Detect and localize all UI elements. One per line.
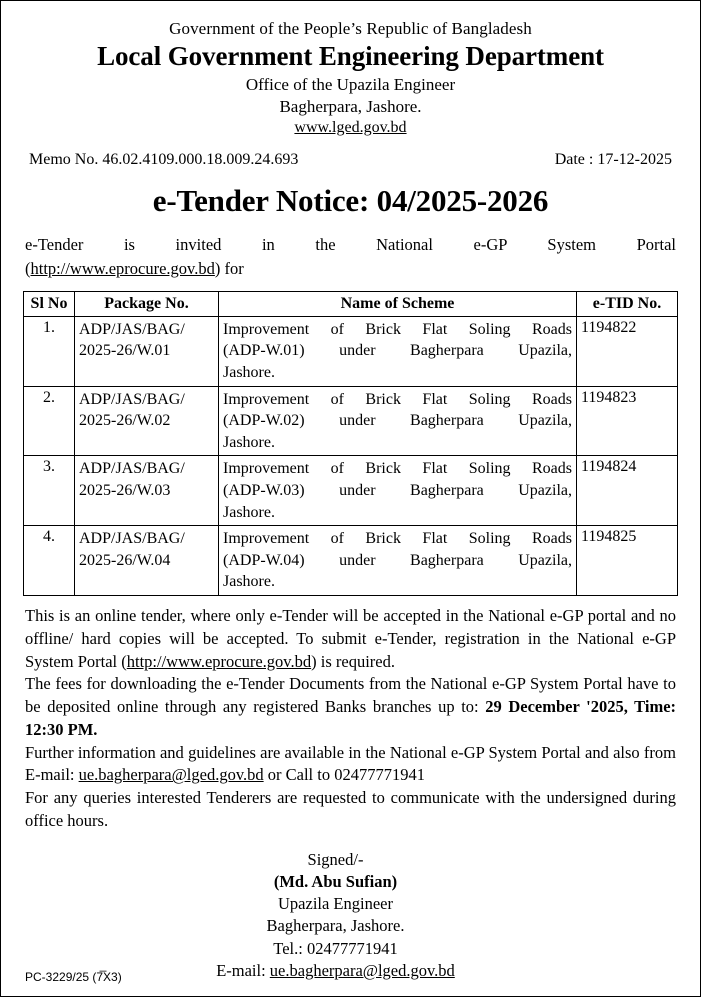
package-line-2: 2025-26/W.01: [79, 342, 171, 360]
para3-text-b: or Call to 02477771941: [263, 765, 425, 785]
signatory-designation: Upazila Engineer: [278, 894, 393, 914]
website-link-wrapper: [23, 119, 678, 137]
department-title: Local Government Engineering Department: [97, 41, 604, 71]
office-place: Bagherpara, Jashore.: [279, 97, 422, 116]
cell-package-no: [75, 316, 219, 386]
package-line-1: ADP/JAS/BAG/: [79, 390, 185, 408]
para1-text-b: ) is required.: [311, 651, 395, 671]
paragraph-further-info: [25, 742, 676, 788]
body-text: [23, 605, 678, 833]
intro-line-1: e-Tender is invited in the National e-GP System Portal: [25, 235, 676, 254]
column-header-etid-no: e-TID No.: [577, 291, 678, 316]
office-line: Office of the Upazila Engineer: [245, 75, 456, 94]
scheme-line-3: Jashore.: [223, 433, 275, 451]
column-header-name-of-scheme: Name of Scheme: [219, 291, 577, 316]
paragraph-queries: For any queries interested Tenderers are requested to communicate with the undersigned during office hours.: [25, 788, 676, 830]
intro-paragraph: [23, 233, 678, 281]
table-row: [24, 316, 678, 386]
signature-block: [23, 849, 678, 983]
memo-number: Memo No. 46.02.4109.000.18.009.24.693: [29, 151, 299, 168]
para3-text-a: Further information and guidelines are available in the National e-GP System Portal and also from E-mail:: [25, 742, 676, 785]
table-row: [24, 386, 678, 456]
scheme-line-1: Improvement of Brick Flat Soling Roads: [223, 460, 572, 478]
cell-scheme: [219, 386, 577, 456]
table-header-row: [24, 291, 678, 316]
intro-paren-close: ) for: [214, 258, 244, 278]
para2-text-a: The fees for downloading the e-Tender Documents from the National e-GP System Portal have to be deposited online through any registered Banks branches up to:: [25, 674, 676, 717]
scheme-line-2: (ADP-W.01) under Bagherpara Upazila,: [223, 342, 572, 360]
scheme-line-1: Improvement of Brick Flat Soling Roads: [223, 320, 572, 338]
scheme-line-1: Improvement of Brick Flat Soling Roads: [223, 530, 572, 548]
cell-scheme: [219, 456, 577, 526]
cell-package-no: [75, 386, 219, 456]
table-row: [24, 456, 678, 526]
tender-table: [23, 291, 678, 596]
cell-sl-no: 3.: [24, 456, 75, 526]
government-line: Government of the People’s Republic of Bangladesh: [169, 19, 532, 38]
cell-etid: 1194825: [577, 526, 678, 596]
scheme-line-3: Jashore.: [223, 364, 275, 382]
package-line-1: ADP/JAS/BAG/: [79, 530, 185, 548]
notice-title: e-Tender Notice: 04/2025-2026: [152, 183, 549, 218]
cell-package-no: [75, 456, 219, 526]
table-row: [24, 526, 678, 596]
package-line-1: ADP/JAS/BAG/: [79, 320, 185, 338]
scheme-line-1: Improvement of Brick Flat Soling Roads: [223, 390, 572, 408]
paragraph-online-tender: [25, 605, 676, 673]
cell-etid: 1194822: [577, 316, 678, 386]
cell-sl-no: 4.: [24, 526, 75, 596]
scheme-line-2: (ADP-W.02) under Bagherpara Upazila,: [223, 412, 572, 430]
package-line-2: 2025-26/W.02: [79, 412, 171, 430]
cell-scheme: [219, 526, 577, 596]
intro-line-2: [25, 257, 676, 281]
intro-paren-open: (: [25, 258, 31, 278]
signatory-email-link[interactable]: ue.bagherpara@lged.gov.bd: [269, 960, 455, 980]
website-link[interactable]: www.lged.gov.bd: [294, 119, 407, 136]
memo-date: Date : 17-12-2025: [554, 151, 672, 168]
eprocure-portal-link[interactable]: http://www.eprocure.gov.bd: [30, 258, 215, 278]
contact-email-link[interactable]: ue.bagherpara@lged.gov.bd: [78, 765, 264, 785]
scheme-line-3: Jashore.: [223, 573, 275, 591]
scheme-line-2: (ADP-W.04) under Bagherpara Upazila,: [223, 551, 572, 569]
para1-text-a: This is an online tender, where only e-Tender will be accepted in the National e-GP portal and no offline/ hard copies will be accepted. To submit e-Tender, registration in the National e-GP System Portal (: [25, 605, 676, 671]
package-line-2: 2025-26/W.03: [79, 482, 171, 499]
footer-print-code: PC-3229/25 (7̅X3): [25, 970, 122, 984]
signed-label: Signed/-: [307, 849, 364, 869]
deadline-date-time: 29 December '2025, Time: 12:30 PM.: [25, 697, 677, 739]
eprocure-portal-link[interactable]: http://www.eprocure.gov.bd: [126, 651, 312, 671]
signatory-name: (Md. Abu Sufian): [273, 871, 398, 891]
column-header-sl-no: Sl No: [24, 291, 75, 316]
scheme-line-2: (ADP-W.03) under Bagherpara Upazila,: [223, 482, 572, 499]
memo-row: [23, 151, 678, 169]
cell-package-no: [75, 526, 219, 596]
paragraph-fees: [25, 673, 676, 741]
package-line-1: ADP/JAS/BAG/: [79, 460, 185, 478]
cell-scheme: [219, 316, 577, 386]
signatory-address: Bagherpara, Jashore.: [266, 916, 405, 936]
cell-sl-no: 2.: [24, 386, 75, 456]
cell-etid: 1194823: [577, 386, 678, 456]
column-header-package-no: Package No.: [75, 291, 219, 316]
package-line-2: 2025-26/W.04: [79, 551, 171, 569]
cell-etid: 1194824: [577, 456, 678, 526]
cell-sl-no: 1.: [24, 316, 75, 386]
email-label: E-mail:: [216, 960, 270, 980]
scheme-line-3: Jashore.: [223, 503, 275, 521]
signatory-telephone: Tel.: 02477771941: [273, 938, 398, 958]
